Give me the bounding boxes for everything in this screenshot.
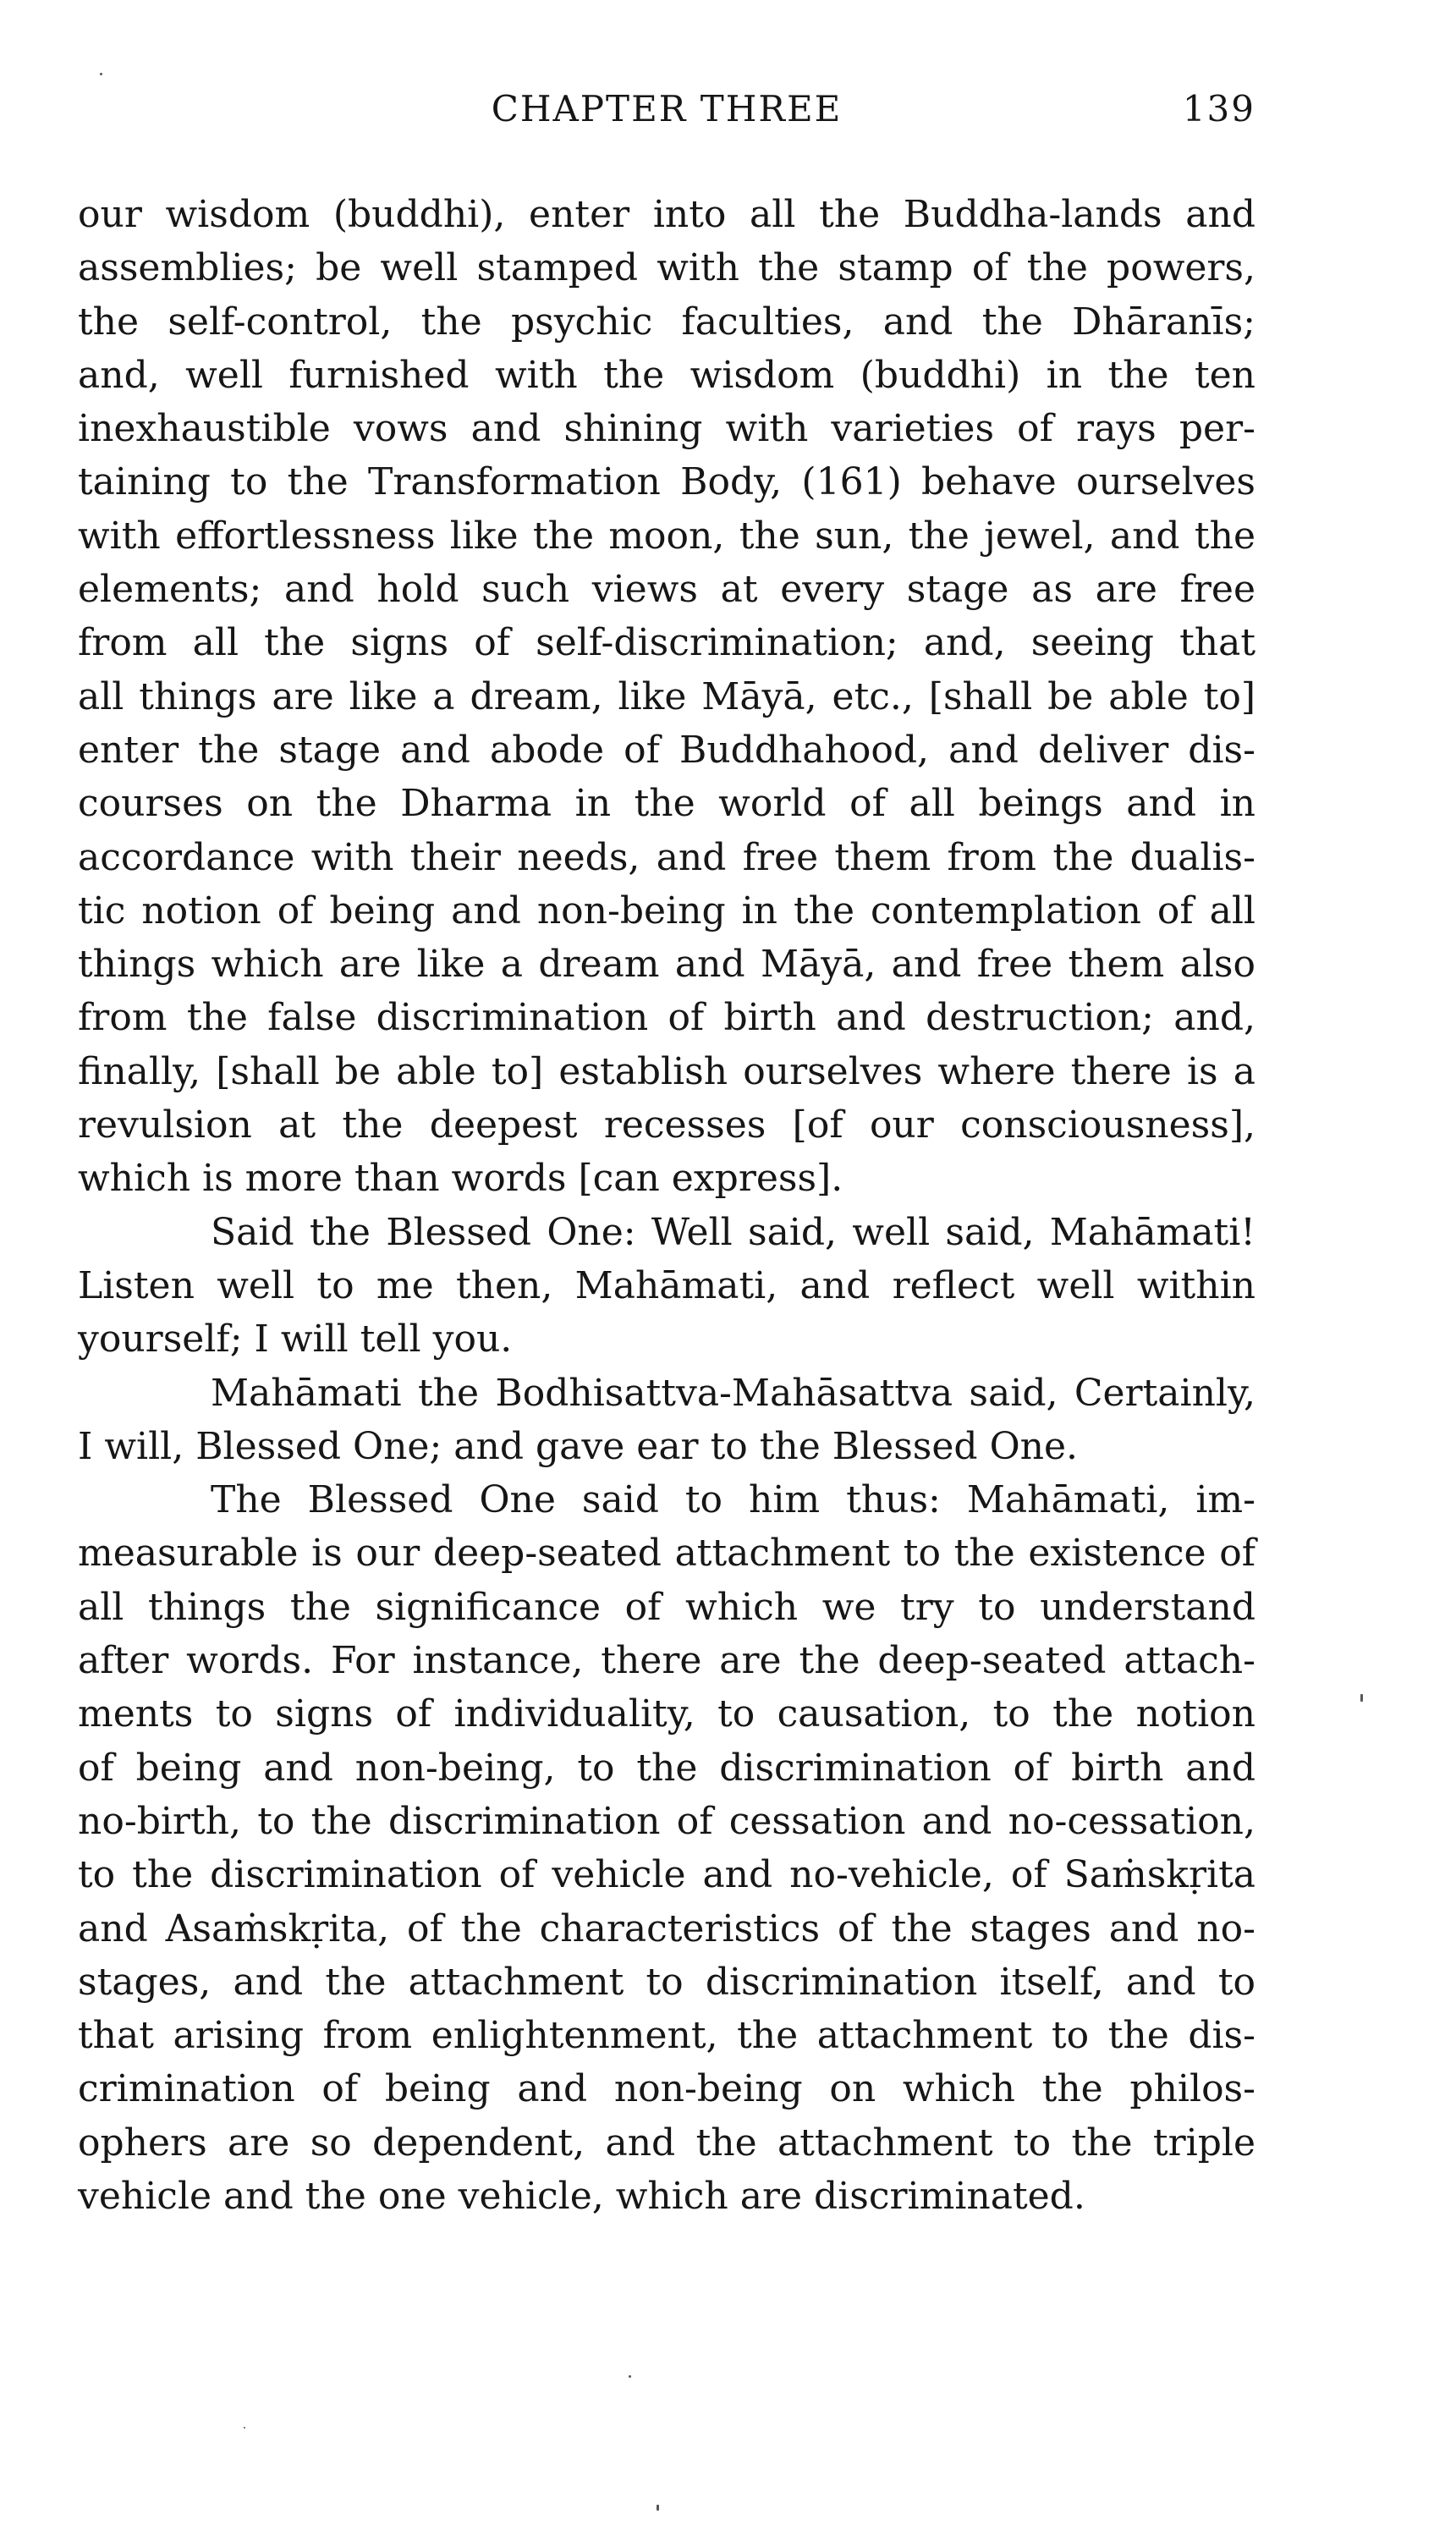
- text-line: crimination of being and non-being on which the philos-: [78, 2067, 1255, 2111]
- page-number: 139: [1182, 88, 1255, 129]
- text-line: The Blessed One said to him thus: Mahāmati, im-: [211, 1478, 1255, 1522]
- text-line: Said the Blessed One: Well said, well said, Mahāmati!: [211, 1210, 1255, 1254]
- print-speck: [1360, 1694, 1363, 1702]
- text-line: enter the stage and abode of Buddhahood, and deliver dis-: [78, 728, 1255, 772]
- text-line: from the false discrimination of birth and destruction; and,: [78, 996, 1255, 1040]
- print-speck: [657, 2505, 659, 2511]
- text-line: the self-control, the psychic faculties, and the Dhāranīs;: [78, 300, 1255, 344]
- text-line: and, well furnished with the wisdom (buddhi) in the ten: [78, 353, 1255, 397]
- print-speck: [100, 73, 102, 75]
- text-line: all things the significance of which we try to understand: [78, 1585, 1255, 1629]
- text-line: tic notion of being and non-being in the contemplation of all: [78, 888, 1255, 932]
- print-speck: [244, 2427, 245, 2429]
- text-line: stages, and the attachment to discrimination itself, and to: [78, 1960, 1255, 2004]
- text-line: from all the signs of self-discrimination; and, seeing that: [78, 621, 1255, 665]
- running-head: [78, 88, 1255, 139]
- text-line: courses on the Dharma in the world of all beings and in: [78, 782, 1255, 826]
- text-line: of being and non-being, to the discrimination of birth and: [78, 1746, 1255, 1790]
- print-speck: [629, 2375, 631, 2378]
- text-line: ophers are so dependent, and the attachment to the triple: [78, 2121, 1255, 2165]
- text-line: accordance with their needs, and free them from the dualis-: [78, 835, 1255, 879]
- text-line: I will, Blessed One; and gave ear to the Blessed One.: [78, 1424, 1079, 1468]
- text-line: assemblies; be well stamped with the stamp of the powers,: [78, 246, 1255, 290]
- text-line: to the discrimination of vehicle and no-vehicle, of Saṁskṛita: [78, 1853, 1255, 1897]
- text-line: with effortlessness like the moon, the sun, the jewel, and the: [78, 514, 1255, 558]
- text-line: yourself; I will tell you.: [78, 1318, 513, 1362]
- text-line: inexhaustible vows and shining with varieties of rays per-: [78, 407, 1255, 451]
- text-line: our wisdom (buddhi), enter into all the Buddha-lands and: [78, 193, 1255, 236]
- text-line: no-birth, to the discrimination of cessation and no-cessation,: [78, 1799, 1255, 1843]
- text-line: Mahāmati the Bodhisattva-Mahāsattva said, Certainly,: [211, 1371, 1255, 1415]
- text-line: measurable is our deep-seated attachment to the existence of: [78, 1532, 1255, 1576]
- text-line: that arising from enlightenment, the attachment to the dis-: [78, 2014, 1255, 2058]
- text-line: ments to signs of individuality, to causation, to the notion: [78, 1692, 1255, 1736]
- text-line: elements; and hold such views at every stage as are free: [78, 568, 1255, 612]
- text-line: revulsion at the deepest recesses [of our consciousness],: [78, 1103, 1255, 1147]
- text-line: after words. For instance, there are the deep-seated attach-: [78, 1639, 1255, 1683]
- text-line: and Asaṁskṛita, of the characteristics of the stages and no-: [78, 1906, 1255, 1950]
- text-line: things which are like a dream and Māyā, and free them also: [78, 943, 1255, 987]
- text-line: Listen well to me then, Mahāmati, and reflect well within: [78, 1263, 1255, 1307]
- text-line: finally, [shall be able to] establish ourselves where there is a: [78, 1049, 1255, 1093]
- chapter-title: CHAPTER THREE: [491, 88, 843, 129]
- text-line: all things are like a dream, like Māyā, etc., [shall be able to]: [78, 674, 1255, 718]
- body-text: [78, 188, 1255, 2223]
- text-line: taining to the Transformation Body, (161) behave ourselves: [78, 460, 1255, 504]
- text-line: vehicle and the one vehicle, which are discriminated.: [78, 2174, 1085, 2218]
- text-line: which is more than words [can express].: [78, 1157, 843, 1201]
